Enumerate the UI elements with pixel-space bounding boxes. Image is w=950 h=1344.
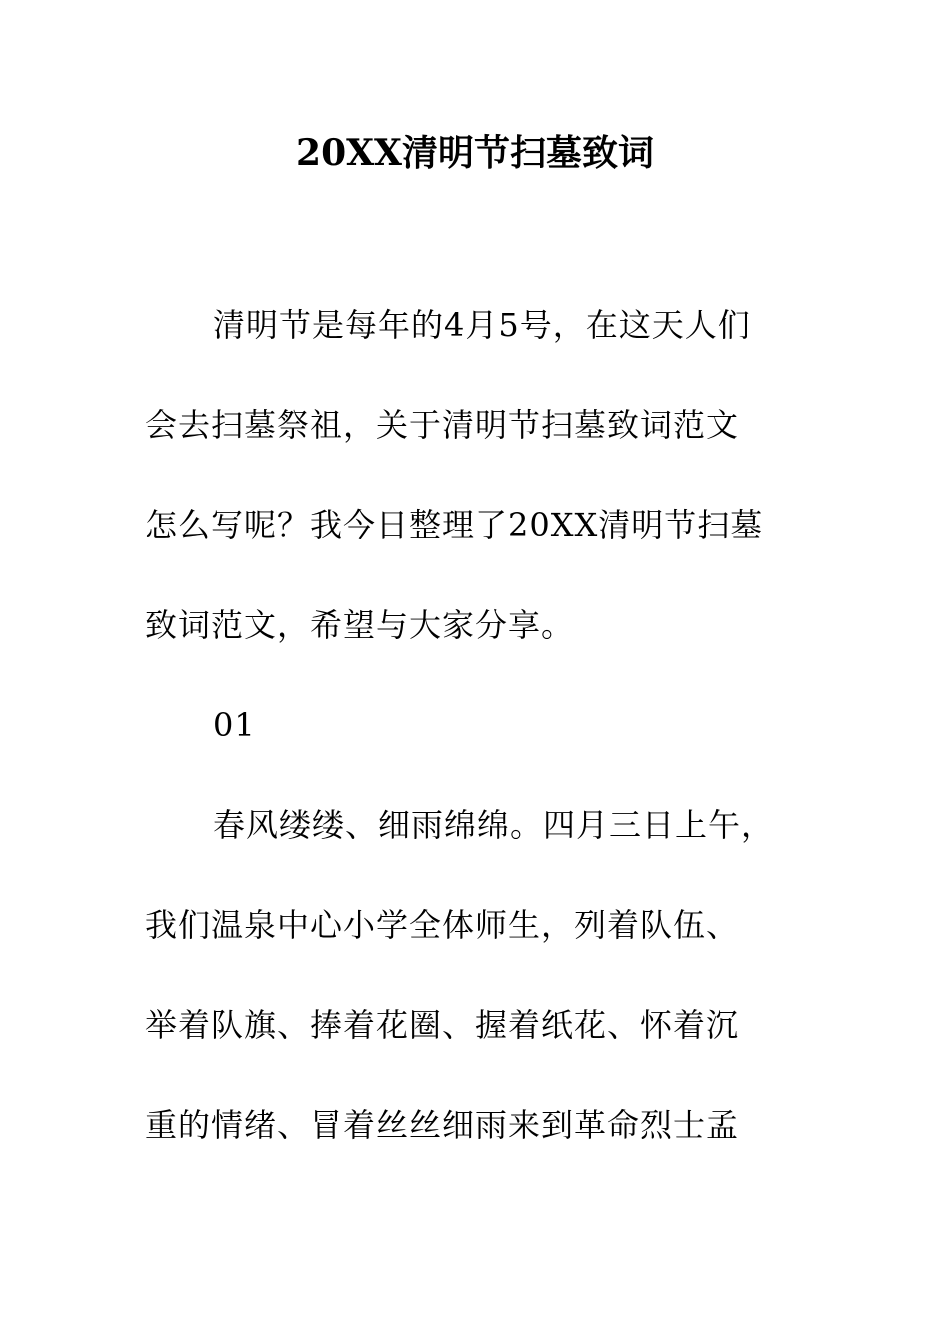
paragraph-2-line-3: 举着队旗、捧着花圈、握着纸花、怀着沉 — [145, 1006, 740, 1044]
document-title: 20XX清明节扫墓致词 — [296, 132, 654, 174]
paragraph-1-line-2: 会去扫墓祭祖，关于清明节扫墓致词范文 — [145, 406, 740, 444]
paragraph-1-line-3: 怎么写呢？我今日整理了20XX清明节扫墓 — [145, 506, 764, 544]
section-number: 01 — [213, 706, 256, 744]
paragraph-2-line-1: 春风缕缕、细雨绵绵。四月三日上午， — [213, 806, 775, 844]
paragraph-1-line-4: 致词范文，希望与大家分享。 — [145, 606, 575, 644]
paragraph-1-line-1: 清明节是每年的4月5号，在这天人们 — [213, 306, 751, 344]
paragraph-2-line-2: 我们温泉中心小学全体师生，列着队伍、 — [145, 906, 740, 944]
paragraph-2-line-4: 重的情绪、冒着丝丝细雨来到革命烈士孟 — [145, 1106, 740, 1144]
